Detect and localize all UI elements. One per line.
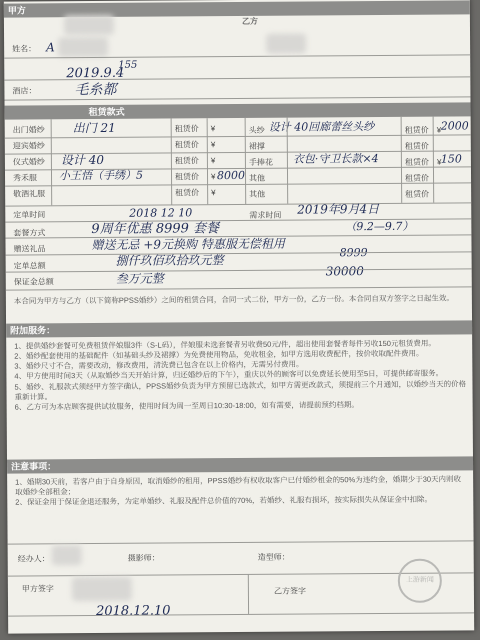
style-header-title: 租赁款式 [88, 106, 125, 118]
total-label: 定单总额 [13, 261, 46, 271]
acc-label-0: 头纱 [248, 125, 265, 135]
deposit-value: 叁万元整 [115, 271, 164, 286]
yen-0: ¥ [210, 124, 216, 134]
rent-label-4: 租赁价 [175, 188, 200, 198]
rent-label-0: 租赁价 [174, 124, 199, 134]
wedding-date: 2019.9.4 [66, 65, 125, 82]
redacted-signature [72, 577, 132, 601]
name-initial: A [46, 40, 55, 55]
name-label: 姓名： [12, 44, 37, 54]
redacted-salesperson [52, 545, 82, 565]
yen-2: ¥ [210, 156, 216, 166]
service-item: 4、甲方使用时间3天（从取婚纱当天开始计算，归还婚纱后的下午），重庆以外的顾客可以免费延长使用至5日，可提供邮寄服务。 [14, 368, 444, 381]
service-item: 1、提供婚纱套餐可免费租赁伴娘服3件（S-L码），伴娘服未选套餐者另收费50元/件，超出使用套餐者每件另收150元租赁费用。 [14, 338, 436, 351]
notes-title: 注意事项： [11, 461, 57, 472]
party-a-sign-label: 甲方签字 [21, 584, 54, 594]
left-value-3: 小王悟（手绣）5 [58, 168, 144, 183]
service-item: 5、婚纱、礼服款式须经甲方签字确认，PPSS婚纱负责为甲方预留已选款式，如甲方需更改款式，须提前三个月通知，以婚纱当天的价格重新计算。 [14, 378, 467, 402]
package-value: 9周年优惠 8999 套餐 [91, 221, 220, 238]
deposit-label: 保证金总额 [13, 277, 54, 287]
acc-value-0: 设计 40回廊蕾丝头纱 [268, 120, 375, 134]
note-item: 2、保证金用于保证金退还服务，为定单婚纱、礼服及配件总价值的70%，若婚纱、礼服有损坏，按实际损失从保证金中扣除。 [15, 494, 433, 507]
left-price-3: 8000 [216, 168, 246, 183]
left-value-0: 出门 21 [72, 120, 116, 136]
row-label-3: 秀禾服 [13, 173, 38, 183]
row-label-0: 出门婚纱 [12, 125, 45, 135]
gift-value: 赠送无忌 +9元换购 特惠服无偿租用 [91, 236, 285, 253]
acc-rent-3: 租赁价 [405, 173, 430, 183]
reserve-date-value: 2018 12 10 [129, 206, 193, 220]
hotel-label: 酒店： [12, 86, 37, 96]
left-value-2: 设计 40 [60, 152, 105, 168]
rental-range: （9.2—9.7） [345, 219, 414, 234]
row-label-1: 迎宾婚纱 [12, 141, 45, 151]
acc-label-4: 其他 [249, 189, 266, 199]
photographer-label: 摄影师： [127, 553, 160, 563]
acc-label-3: 其他 [249, 173, 266, 183]
deposit-amount: 30000 [325, 264, 364, 279]
acc-rent-4: 租赁价 [405, 189, 430, 199]
acc-rent-1: 租赁价 [404, 141, 429, 151]
acc-yen-0: ¥ [436, 125, 442, 135]
acc-label-2: 手捧花 [248, 157, 273, 167]
service-item: 3、婚纱尺寸不合，需要改动，修改费用，清洗费已包含在以上价格内，无需另付费用。 [14, 359, 304, 371]
notes-list [15, 474, 467, 508]
acc-price-2: 150 [440, 152, 462, 166]
rent-label-1: 租赁价 [174, 140, 199, 150]
acc-label-1: 裙撑 [248, 141, 265, 151]
service-item: 2、婚纱配套使用的基础配件（如基础头纱及裙撑）为免费使用物品，免收租金，如甲方选用收费配件，按价收取配件费用。 [14, 348, 424, 361]
contract-sheet [4, 0, 474, 634]
total-value: 捌仟玖佰玖拾玖元整 [115, 253, 224, 268]
need-date-value: 2019年9月4日 [297, 202, 380, 217]
acc-rent-0: 租赁价 [404, 125, 429, 135]
services-list [14, 338, 466, 412]
yen-1: ¥ [210, 140, 216, 150]
wedding-date-extra: 155 [118, 59, 138, 71]
need-date-label: 需求时间 [249, 210, 282, 220]
row-label-2: 仪式婚纱 [12, 157, 45, 167]
rent-label-3: 租赁价 [174, 172, 200, 182]
party-b-title: 乙方 [241, 16, 258, 26]
gift-label: 赠送礼品 [13, 244, 46, 254]
package-label: 套餐方式 [13, 228, 46, 238]
sign-date: 2018.12.10 [96, 603, 171, 620]
salesperson-label: 经办人： [17, 554, 50, 564]
notes-header [7, 456, 473, 473]
yen-4: ¥ [211, 188, 216, 198]
stylist-label: 造型师： [257, 552, 290, 562]
note-item: 1、婚期30天前，若客户由于自身原因，取消婚纱的租用，PPSS婚纱有权收取客户已付婚纱租金的50%为违约金，婚期少于30天内则收取婚纱全部租金； [15, 474, 462, 497]
yen-3: ¥ [210, 172, 216, 182]
total-amount: 8999 [339, 246, 368, 260]
party-b-sign-label: 乙方签字 [273, 586, 306, 596]
acc-price-0: 2000 [440, 119, 469, 133]
redacted-party-b [266, 34, 306, 54]
party-a-title: 甲方 [7, 5, 26, 16]
reserve-date-label: 定单时间 [13, 210, 46, 220]
redacted-name [58, 37, 108, 57]
service-item: 6、乙方可为本店顾客提供试妆服务，使用时间为周一至周日10:30-18:00，如有需要，请提前预约档期。 [14, 399, 359, 412]
rent-label-2: 租赁价 [174, 156, 199, 166]
services-title: 附加服务： [10, 325, 56, 336]
agreement-text: 本合同为甲方与乙方（以下简称PPSS婚纱）之间的租赁合同，合同一式二份，甲方一份，乙方一份。本合同自双方签字之日起生效。 [13, 293, 454, 306]
row-label-4: 敬酒礼服 [13, 189, 46, 199]
acc-value-1: 衣包·守卫长款×4 [292, 152, 379, 166]
watermark-seal: 上游新闻 [398, 559, 442, 603]
hotel-value: 毛糸都 [74, 81, 117, 99]
services-header [6, 320, 472, 337]
acc-yen-2: ¥ [436, 157, 442, 167]
redacted-phone [64, 15, 114, 35]
acc-rent-2: 租赁价 [404, 157, 429, 167]
